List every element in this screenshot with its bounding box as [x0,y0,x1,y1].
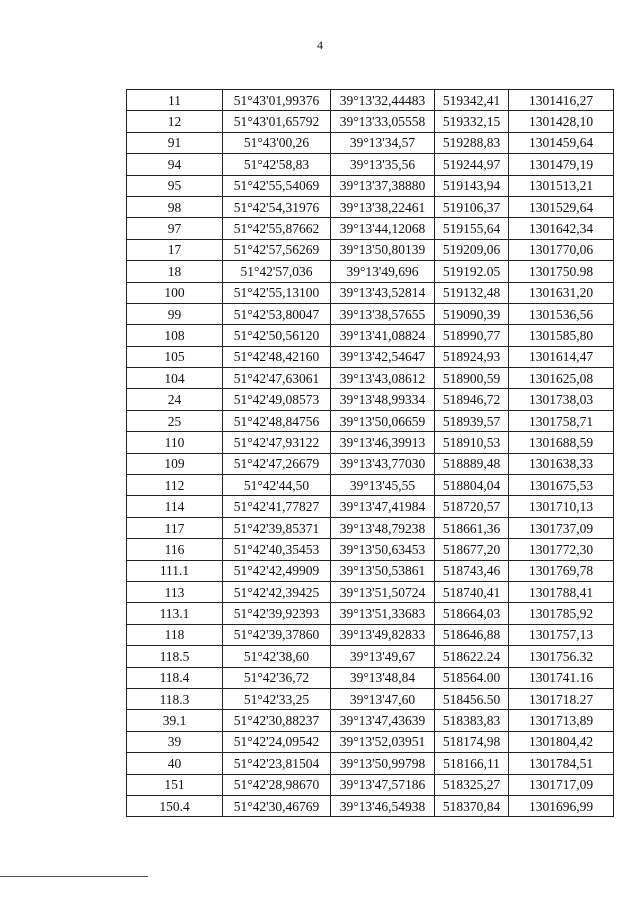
point-number-cell: 24 [127,389,223,410]
point-number-cell: 105 [127,346,223,367]
table-row [127,132,614,153]
longitude-cell: 39°13'43,52814 [331,282,435,303]
footnote-separator [0,876,148,877]
longitude-cell: 39°13'47,41984 [331,496,435,517]
y-coordinate-cell: 1301718.27 [509,688,614,709]
y-coordinate-cell: 1301713,89 [509,710,614,731]
x-coordinate-cell: 519342,41 [435,90,509,111]
latitude-cell: 51°42'48,84756 [223,410,331,431]
y-coordinate-cell: 1301737,09 [509,517,614,538]
table-row [127,753,614,774]
latitude-cell: 51°42'33,25 [223,688,331,709]
table-row [127,389,614,410]
latitude-cell: 51°42'24,09542 [223,731,331,752]
x-coordinate-cell: 518946,72 [435,389,509,410]
point-number-cell: 117 [127,517,223,538]
point-number-cell: 113 [127,581,223,602]
y-coordinate-cell: 1301642,34 [509,218,614,239]
point-number-cell: 98 [127,196,223,217]
latitude-cell: 51°42'48,42160 [223,346,331,367]
latitude-cell: 51°42'30,46769 [223,795,331,816]
latitude-cell: 51°42'42,49909 [223,560,331,581]
y-coordinate-cell: 1301536,56 [509,303,614,324]
x-coordinate-cell: 518804,04 [435,475,509,496]
y-coordinate-cell: 1301785,92 [509,603,614,624]
x-coordinate-cell: 518383,83 [435,710,509,731]
longitude-cell: 39°13'43,08612 [331,368,435,389]
table-row [127,90,614,111]
point-number-cell: 114 [127,496,223,517]
x-coordinate-cell: 518900,59 [435,368,509,389]
longitude-cell: 39°13'33,05558 [331,111,435,132]
latitude-cell: 51°42'42,39425 [223,581,331,602]
longitude-cell: 39°13'48,79238 [331,517,435,538]
x-coordinate-cell: 518990,77 [435,325,509,346]
longitude-cell: 39°13'32,44483 [331,90,435,111]
longitude-cell: 39°13'46,54938 [331,795,435,816]
table-row [127,517,614,538]
longitude-cell: 39°13'46,39913 [331,432,435,453]
point-number-cell: 25 [127,410,223,431]
y-coordinate-cell: 1301784,51 [509,753,614,774]
y-coordinate-cell: 1301696,99 [509,795,614,816]
table-row [127,539,614,560]
y-coordinate-cell: 1301710,13 [509,496,614,517]
x-coordinate-cell: 519132,48 [435,282,509,303]
x-coordinate-cell: 518456.50 [435,688,509,709]
latitude-cell: 51°42'49,08573 [223,389,331,410]
latitude-cell: 51°43'00,26 [223,132,331,153]
table-row [127,261,614,282]
x-coordinate-cell: 518661,36 [435,517,509,538]
latitude-cell: 51°42'47,63061 [223,368,331,389]
x-coordinate-cell: 519106,37 [435,196,509,217]
y-coordinate-cell: 1301769,78 [509,560,614,581]
x-coordinate-cell: 518664,03 [435,603,509,624]
x-coordinate-cell: 518174,98 [435,731,509,752]
x-coordinate-cell: 518370,84 [435,795,509,816]
y-coordinate-cell: 1301459,64 [509,132,614,153]
longitude-cell: 39°13'50,99798 [331,753,435,774]
longitude-cell: 39°13'34,57 [331,132,435,153]
y-coordinate-cell: 1301513,21 [509,175,614,196]
table-row [127,154,614,175]
point-number-cell: 118.5 [127,646,223,667]
longitude-cell: 39°13'49,696 [331,261,435,282]
coordinates-table-body [127,90,614,817]
point-number-cell: 113.1 [127,603,223,624]
latitude-cell: 51°42'39,37860 [223,624,331,645]
latitude-cell: 51°42'47,93122 [223,432,331,453]
table-row [127,325,614,346]
x-coordinate-cell: 518910,53 [435,432,509,453]
x-coordinate-cell: 519244,97 [435,154,509,175]
x-coordinate-cell: 519209,06 [435,239,509,260]
table-row [127,710,614,731]
table-row [127,218,614,239]
coordinates-table [126,89,614,817]
latitude-cell: 51°42'55,54069 [223,175,331,196]
point-number-cell: 99 [127,303,223,324]
longitude-cell: 39°13'44,12068 [331,218,435,239]
latitude-cell: 51°42'40,35453 [223,539,331,560]
point-number-cell: 39 [127,731,223,752]
table-row [127,239,614,260]
y-coordinate-cell: 1301717,09 [509,774,614,795]
table-row [127,453,614,474]
x-coordinate-cell: 519332,15 [435,111,509,132]
point-number-cell: 17 [127,239,223,260]
x-coordinate-cell: 518743,46 [435,560,509,581]
table-row [127,795,614,816]
point-number-cell: 108 [127,325,223,346]
y-coordinate-cell: 1301479,19 [509,154,614,175]
table-row [127,282,614,303]
table-row [127,346,614,367]
y-coordinate-cell: 1301788,41 [509,581,614,602]
point-number-cell: 150.4 [127,795,223,816]
table-row [127,432,614,453]
y-coordinate-cell: 1301675,53 [509,475,614,496]
point-number-cell: 118.3 [127,688,223,709]
point-number-cell: 118 [127,624,223,645]
point-number-cell: 118.4 [127,667,223,688]
x-coordinate-cell: 518720,57 [435,496,509,517]
latitude-cell: 51°43'01,99376 [223,90,331,111]
page-number: 4 [317,38,323,52]
y-coordinate-cell: 1301772,30 [509,539,614,560]
point-number-cell: 12 [127,111,223,132]
latitude-cell: 51°42'47,26679 [223,453,331,474]
x-coordinate-cell: 518166,11 [435,753,509,774]
point-number-cell: 100 [127,282,223,303]
latitude-cell: 51°42'38,60 [223,646,331,667]
point-number-cell: 104 [127,368,223,389]
x-coordinate-cell: 518325,27 [435,774,509,795]
y-coordinate-cell: 1301750.98 [509,261,614,282]
longitude-cell: 39°13'43,77030 [331,453,435,474]
longitude-cell: 39°13'52,03951 [331,731,435,752]
latitude-cell: 51°42'55,13100 [223,282,331,303]
latitude-cell: 51°42'57,036 [223,261,331,282]
x-coordinate-cell: 518646,88 [435,624,509,645]
longitude-cell: 39°13'50,80139 [331,239,435,260]
table-row [127,496,614,517]
table-row [127,581,614,602]
y-coordinate-cell: 1301756.32 [509,646,614,667]
point-number-cell: 116 [127,539,223,560]
point-number-cell: 112 [127,475,223,496]
latitude-cell: 51°42'58,83 [223,154,331,175]
latitude-cell: 51°42'28,98670 [223,774,331,795]
y-coordinate-cell: 1301741.16 [509,667,614,688]
longitude-cell: 39°13'50,63453 [331,539,435,560]
latitude-cell: 51°42'39,92393 [223,603,331,624]
latitude-cell: 51°42'54,31976 [223,196,331,217]
latitude-cell: 51°43'01,65792 [223,111,331,132]
x-coordinate-cell: 519288,83 [435,132,509,153]
longitude-cell: 39°13'41,08824 [331,325,435,346]
table-row [127,667,614,688]
table-row [127,688,614,709]
table-row [127,603,614,624]
latitude-cell: 51°42'39,85371 [223,517,331,538]
point-number-cell: 151 [127,774,223,795]
point-number-cell: 94 [127,154,223,175]
longitude-cell: 39°13'47,43639 [331,710,435,731]
longitude-cell: 39°13'50,06659 [331,410,435,431]
x-coordinate-cell: 518924,93 [435,346,509,367]
latitude-cell: 51°42'30,88237 [223,710,331,731]
x-coordinate-cell: 519090,39 [435,303,509,324]
y-coordinate-cell: 1301770,06 [509,239,614,260]
y-coordinate-cell: 1301428,10 [509,111,614,132]
longitude-cell: 39°13'37,38880 [331,175,435,196]
y-coordinate-cell: 1301585,80 [509,325,614,346]
point-number-cell: 11 [127,90,223,111]
point-number-cell: 109 [127,453,223,474]
longitude-cell: 39°13'51,33683 [331,603,435,624]
latitude-cell: 51°42'44,50 [223,475,331,496]
latitude-cell: 51°42'23,81504 [223,753,331,774]
longitude-cell: 39°13'50,53861 [331,560,435,581]
y-coordinate-cell: 1301738,03 [509,389,614,410]
table-row [127,410,614,431]
table-row [127,196,614,217]
y-coordinate-cell: 1301625,08 [509,368,614,389]
x-coordinate-cell: 519143,94 [435,175,509,196]
table-row [127,646,614,667]
x-coordinate-cell: 519192.05 [435,261,509,282]
y-coordinate-cell: 1301529,64 [509,196,614,217]
table-row [127,368,614,389]
y-coordinate-cell: 1301804,42 [509,731,614,752]
y-coordinate-cell: 1301688,59 [509,432,614,453]
point-number-cell: 95 [127,175,223,196]
longitude-cell: 39°13'42,54647 [331,346,435,367]
y-coordinate-cell: 1301631,20 [509,282,614,303]
point-number-cell: 39.1 [127,710,223,731]
x-coordinate-cell: 519155,64 [435,218,509,239]
point-number-cell: 40 [127,753,223,774]
latitude-cell: 51°42'55,87662 [223,218,331,239]
longitude-cell: 39°13'49,67 [331,646,435,667]
table-row [127,111,614,132]
longitude-cell: 39°13'38,57655 [331,303,435,324]
table-row [127,475,614,496]
table-row [127,303,614,324]
latitude-cell: 51°42'53,80047 [223,303,331,324]
longitude-cell: 39°13'49,82833 [331,624,435,645]
longitude-cell: 39°13'38,22461 [331,196,435,217]
latitude-cell: 51°42'57,56269 [223,239,331,260]
longitude-cell: 39°13'35,56 [331,154,435,175]
longitude-cell: 39°13'45,55 [331,475,435,496]
y-coordinate-cell: 1301416,27 [509,90,614,111]
x-coordinate-cell: 518740,41 [435,581,509,602]
longitude-cell: 39°13'47,60 [331,688,435,709]
longitude-cell: 39°13'51,50724 [331,581,435,602]
longitude-cell: 39°13'47,57186 [331,774,435,795]
x-coordinate-cell: 518889,48 [435,453,509,474]
x-coordinate-cell: 518939,57 [435,410,509,431]
table-row [127,624,614,645]
table-row [127,560,614,581]
table-row [127,175,614,196]
y-coordinate-cell: 1301614,47 [509,346,614,367]
latitude-cell: 51°42'50,56120 [223,325,331,346]
x-coordinate-cell: 518622.24 [435,646,509,667]
y-coordinate-cell: 1301757,13 [509,624,614,645]
point-number-cell: 110 [127,432,223,453]
x-coordinate-cell: 518564.00 [435,667,509,688]
table-row [127,731,614,752]
x-coordinate-cell: 518677,20 [435,539,509,560]
point-number-cell: 18 [127,261,223,282]
latitude-cell: 51°42'36,72 [223,667,331,688]
y-coordinate-cell: 1301638,33 [509,453,614,474]
y-coordinate-cell: 1301758,71 [509,410,614,431]
point-number-cell: 91 [127,132,223,153]
latitude-cell: 51°42'41,77827 [223,496,331,517]
table-row [127,774,614,795]
point-number-cell: 97 [127,218,223,239]
point-number-cell: 111.1 [127,560,223,581]
longitude-cell: 39°13'48,99334 [331,389,435,410]
longitude-cell: 39°13'48,84 [331,667,435,688]
